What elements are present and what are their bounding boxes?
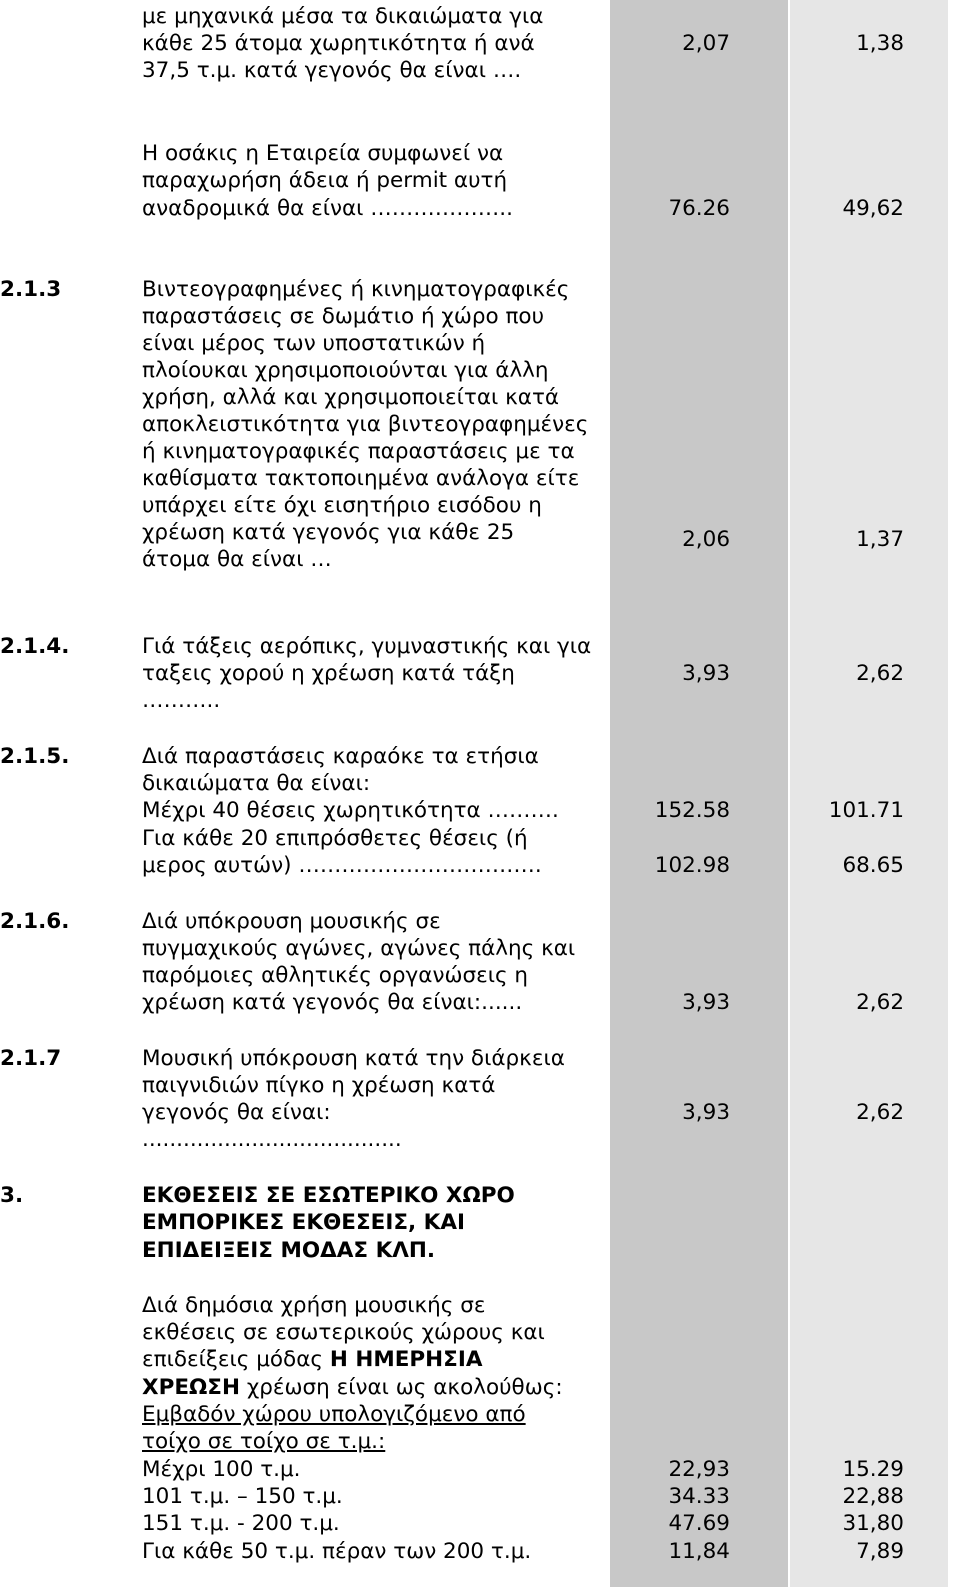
price-value-2: 2,62 — [856, 1100, 904, 1125]
bold-text: ΧΡΕΩΣΗ — [142, 1375, 240, 1400]
area-row-label: 101 τ.μ. – 150 τ.μ. — [142, 1484, 343, 1509]
text-line: Διά παραστάσεις καραόκε τα ετήσια — [142, 744, 539, 769]
underlined-text: τοίχο σε τοίχο σε τ.μ.: — [142, 1429, 386, 1454]
text-line: Γιά τάξεις αερόπικς, γυμναστικής και για — [142, 634, 592, 659]
price-value-1: 3,93 — [682, 661, 730, 686]
area-row-label: 151 τ.μ. - 200 τ.μ. — [142, 1511, 340, 1536]
price-value-2: 7,89 — [856, 1539, 904, 1564]
text-line: Διά δημόσια χρήση μουσικής σε — [142, 1293, 486, 1318]
text-line: μερος αυτών) ……………………………. — [142, 853, 542, 878]
section-number: 2.1.5. — [0, 744, 70, 769]
section-number: 2.1.4. — [0, 634, 70, 659]
text-line: παιγνιδιών πίγκο η χρέωση κατά — [142, 1073, 496, 1098]
text-line: χρήση, αλλά και χρησιμοποιείται κατά — [142, 385, 560, 410]
price-column-1-background — [610, 0, 788, 1587]
text-line: Η οσάκις η Εταιρεία συμφωνεί να — [142, 141, 504, 166]
underlined-text: Εμβαδόν χώρου υπολογιζόμενο από — [142, 1402, 526, 1427]
price-value-1: 76.26 — [668, 196, 730, 221]
price-value-2: 31,80 — [842, 1511, 904, 1536]
price-value-1: 47.69 — [668, 1511, 730, 1536]
text-line: ...................................... — [142, 1127, 402, 1152]
text-line: χρέωση κατά γεγονός θα είναι:...... — [142, 990, 523, 1015]
price-value-2: 15.29 — [842, 1457, 904, 1482]
section-number: 2.1.3 — [0, 277, 62, 302]
price-value-1: 22,93 — [668, 1457, 730, 1482]
price-value-1: 2,07 — [682, 31, 730, 56]
text-line: Για κάθε 20 επιπρόσθετες θέσεις (ή — [142, 826, 528, 851]
text-line: είναι μέρος των υποστατικών ή — [142, 331, 486, 356]
text-line: καθίσματα τακτοποιημένα ανάλογα είτε — [142, 466, 580, 491]
area-row-label: Μέχρι 100 τ.μ. — [142, 1457, 301, 1482]
price-value-2: 1,37 — [856, 527, 904, 552]
price-value-1: 2,06 — [682, 527, 730, 552]
price-value-1: 102.98 — [654, 853, 730, 878]
section-heading: ΕΚΘΕΣΕΙΣ ΣΕ ΕΣΩΤΕΡΙΚΟ ΧΩΡΟ — [142, 1183, 515, 1208]
text-line: αποκλειστικότητα για βιντεογραφημένες — [142, 412, 589, 437]
text-line: άτομα θα είναι … — [142, 547, 332, 572]
section-heading: ΕΠΙΔΕΙΞΕΙΣ ΜΟΔΑΣ ΚΛΠ. — [142, 1238, 436, 1263]
text-line: ή κινηματογραφικές παραστάσεις με τα — [142, 439, 575, 464]
text-line — [142, 1375, 563, 1400]
price-value-2: 49,62 — [842, 196, 904, 221]
section-heading: ΕΜΠΟΡΙΚΕΣ ΕΚΘΕΣΕΙΣ, ΚΑΙ — [142, 1210, 465, 1235]
text-line: αναδρομικά θα είναι ……………….. — [142, 196, 513, 221]
text-line: κάθε 25 άτομα χωρητικότητα ή ανά — [142, 31, 535, 56]
price-value-2: 68.65 — [842, 853, 904, 878]
price-column-2-background — [790, 0, 948, 1587]
text-line: Μουσική υπόκρουση κατά την διάρκεια — [142, 1046, 565, 1071]
text-line: υπάρχει είτε όχι εισητήριο εισόδου η — [142, 493, 542, 518]
text-line: πυγμαχικούς αγώνες, αγώνες πάλης και — [142, 936, 576, 961]
text-line: πλοίουκαι χρησιμοποιούνται για άλλη — [142, 358, 549, 383]
section-number: 2.1.6. — [0, 909, 70, 934]
price-value-1: 11,84 — [668, 1539, 730, 1564]
text-line: ……….. — [142, 688, 221, 713]
text-line: με μηχανικά μέσα τα δικαιώματα για — [142, 4, 544, 29]
section-number: 3. — [0, 1183, 24, 1208]
price-value-1: 152.58 — [654, 798, 730, 823]
text-line: χρέωση κατά γεγονός για κάθε 25 — [142, 520, 515, 545]
text-line: παρόμοιες αθλητικές οργανώσεις η — [142, 963, 529, 988]
text-line: Μέχρι 40 θέσεις χωρητικότητα ………. — [142, 798, 559, 823]
price-value-1: 3,93 — [682, 990, 730, 1015]
price-value-2: 22,88 — [842, 1484, 904, 1509]
text-line: παραχωρήση άδεια ή permit αυτή — [142, 168, 508, 193]
text-line: Διά υπόκρουση μουσικής σε — [142, 909, 441, 934]
bold-text: Η ΗΜΕΡΗΣΙΑ — [329, 1347, 483, 1372]
text-line: Βιντεογραφημένες ή κινηματογραφικές — [142, 277, 570, 302]
price-value-1: 3,93 — [682, 1100, 730, 1125]
price-value-2: 2,62 — [856, 661, 904, 686]
text-line: εκθέσεις σε εσωτερικούς χώρους και — [142, 1320, 545, 1345]
price-value-2: 1,38 — [856, 31, 904, 56]
text-fragment: χρέωση είναι ως ακολούθως: — [239, 1375, 563, 1400]
text-fragment: επιδείξεις μόδας — [142, 1347, 330, 1372]
text-line: 37,5 τ.μ. κατά γεγονός θα είναι …. — [142, 58, 522, 83]
price-value-2: 101.71 — [828, 798, 904, 823]
price-value-1: 34.33 — [668, 1484, 730, 1509]
text-line: ταξεις χορού η χρέωση κατά τάξη — [142, 661, 515, 686]
section-number: 2.1.7 — [0, 1046, 62, 1071]
text-line — [142, 1347, 482, 1372]
text-line: παραστάσεις σε δωμάτιο ή χώρο που — [142, 304, 545, 329]
price-value-2: 2,62 — [856, 990, 904, 1015]
text-line: δικαιώματα θα είναι: — [142, 771, 371, 796]
area-row-label: Για κάθε 50 τ.μ. πέραν των 200 τ.μ. — [142, 1539, 532, 1564]
text-line: γεγονός θα είναι: — [142, 1100, 331, 1125]
